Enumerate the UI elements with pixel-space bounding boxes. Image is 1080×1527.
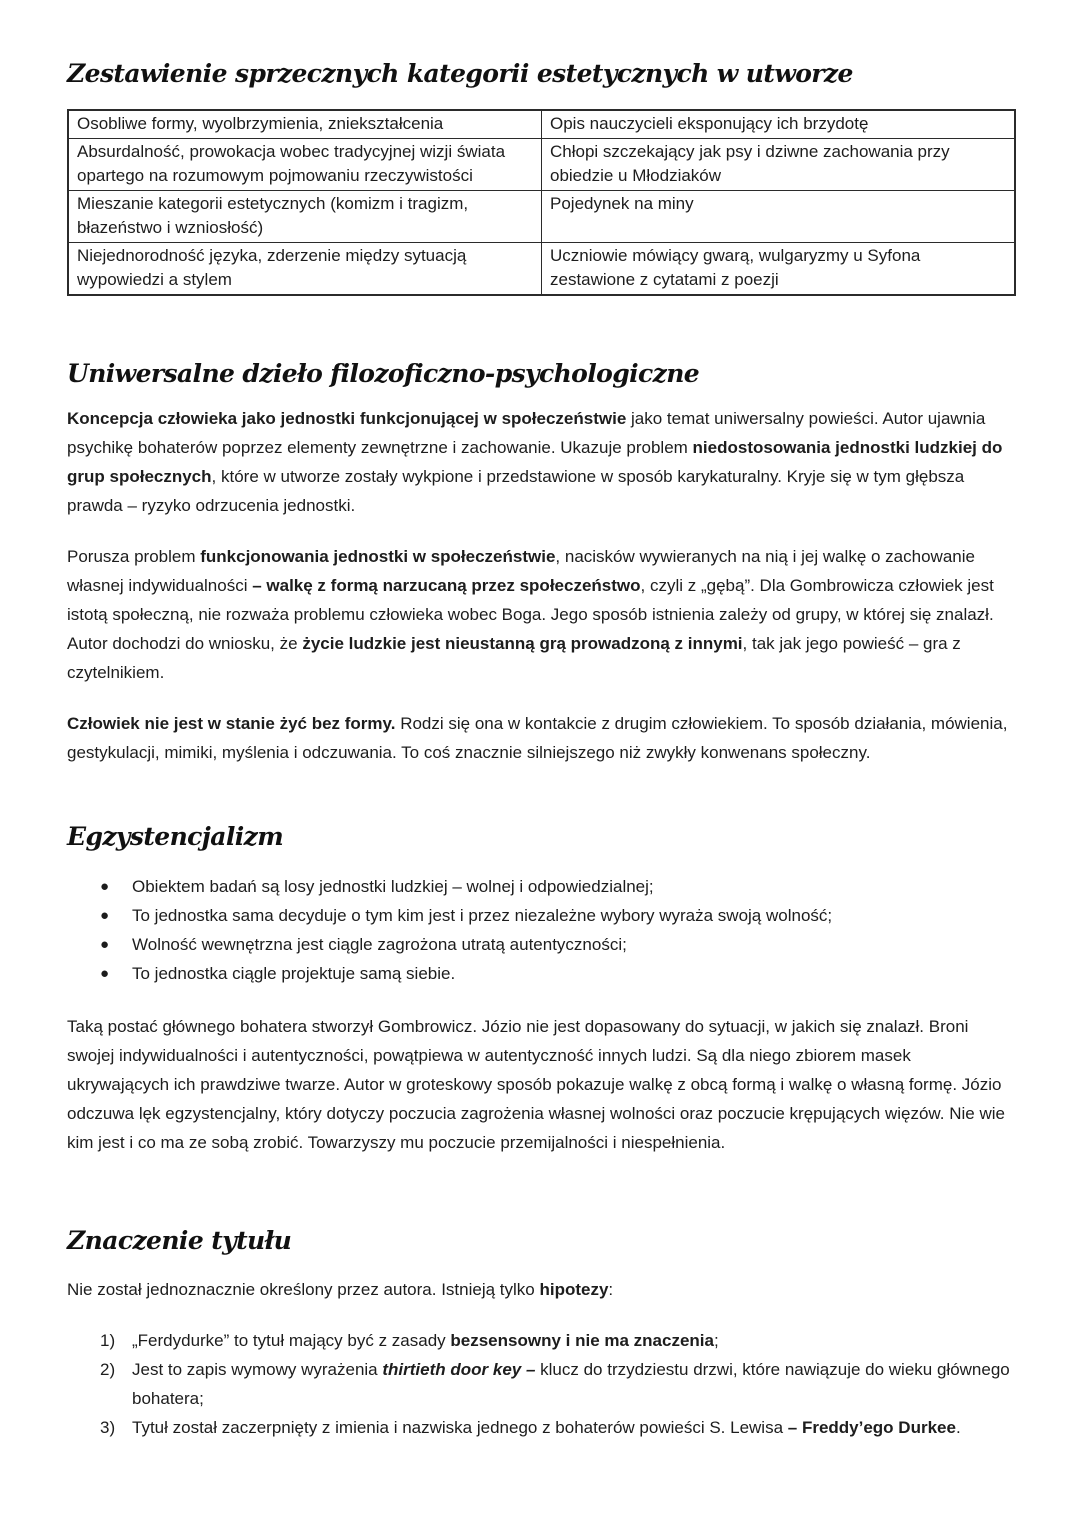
table-cell-example: Uczniowie mówiący gwarą, wulgaryzmy u Syfona zestawione z cytatami z poezji (542, 242, 1016, 295)
paragraph-koncepcja-czlowieka: Koncepcja człowieka jako jednostki funkcjonującej w społeczeństwie jako temat uniwersalny powieści. Autor ujawnia psychikę bohaterów poprzez elementy zewnętrzne i zachowanie. Ukazuje problem niedostosowania jednostki ludzkiej do grup społecznych, które w utworze zostały wykpione i przedstawione w sposób karykaturalny. Kryje się w tym głębsza prawda – ryzyko odrzucenia jednostki. (67, 409, 1003, 515)
paragraph-funkcjonowanie-jednostki: Porusza problem funkcjonowania jednostki w społeczeństwie, nacisków wywieranych na nią i jej walkę o zachowanie własnej indywidualności – walkę z formą narzucaną przez społeczeństwo, czyli z „gębą”. Dla Gombrowicza człowiek jest istotą społeczną, nie rozważa problemu człowieka wobec Boga. Jego sposób istnienia zależy od grupy, w której się znalazł. Autor dochodzi do wniosku, że życie ludzkie jest nieustanną grą prowadzoną z innymi, tak jak jego powieść – gra z czytelnikiem. (67, 547, 994, 682)
heading-egzystencjalizm: Egzystencjalizm (67, 822, 284, 851)
table-row (68, 138, 1015, 190)
list-item (67, 959, 1016, 988)
heading-znaczenie-tytulu: Znaczenie tytułu (67, 1225, 292, 1255)
paragraph-czlowiek-bez-formy: Człowiek nie jest w stanie żyć bez formy. Rodzi się ona w kontakcie z drugim człowiekiem. To sposób działania, mówienia, gestykulacji, mimiki, myślenia i odczuwania. To coś znacznie silniejszego niż zwykły konwenans społeczny. (67, 714, 1008, 762)
table-cell-category: Osobliwe formy, wyolbrzymienia, zniekształcenia (68, 110, 542, 139)
paragraph-hipotezy-intro: Nie został jednoznacznie określony przez autora. Istnieją tylko hipotezy: (67, 1280, 614, 1299)
heading-zestawienie: Zestawienie sprzecznych kategorii estetycznych w utworze (67, 59, 853, 88)
table-row (68, 242, 1015, 295)
list-item-text: To jednostka ciągle projektuje samą siebie. (132, 963, 456, 983)
bullet-icon: ● (100, 906, 110, 924)
numbered-item-text: Tytuł został zaczerpnięty z imienia i nazwiska jednego z bohaterów powieści S. Lewisa – Freddy’ego Durkee. (132, 1418, 961, 1437)
number-marker: 1) (100, 1331, 116, 1350)
list-item-text: Obiektem badań są losy jednostki ludzkiej – wolnej i odpowiedzialnej; (132, 876, 654, 896)
table-cell-example: Chłopi szczekający jak psy i dziwne zachowania przy obiedzie u Młodziaków (542, 138, 1016, 190)
table-cell-category: Mieszanie kategorii estetycznych (komizm i tragizm, błazeństwo i wzniosłość) (68, 190, 542, 242)
numbered-item (67, 1413, 1016, 1442)
list-item-text: Wolność wewnętrzna jest ciągle zagrożona utratą autentyczności; (132, 934, 627, 954)
list-item-text: To jednostka sama decyduje o tym kim jest i przez niezależne wybory wyraża swoją wolność; (132, 905, 833, 925)
aesthetic-categories-table (67, 109, 1016, 296)
list-item (67, 872, 1016, 901)
bullet-icon: ● (100, 935, 110, 953)
table-row (68, 190, 1015, 242)
heading-uniwersalne-dzielo: Uniwersalne dzieło filozoficzno-psychologiczne (67, 358, 700, 388)
title-hypotheses-list (67, 1326, 1016, 1442)
numbered-item-text: Jest to zapis wymowy wyrażenia thirtieth door key – klucz do trzydziestu drzwi, które nawiązuje do wieku głównego bohatera; (132, 1360, 1010, 1408)
numbered-item (67, 1326, 1016, 1355)
egzystencjalizm-bullet-list (67, 872, 1016, 988)
number-marker: 2) (100, 1360, 116, 1379)
paragraph-jozio: Taką postać głównego bohatera stworzył Gombrowicz. Józio nie jest dopasowany do sytuacji, w jakich się znalazł. Broni swojej indywidualności i autentyczności, powątpiewa w autentyczność innych ludzi. Są dla niego zbiorem masek ukrywających ich prawdziwe twarze. Autor w groteskowy sposób pokazuje walkę z obcą formą i walkę o własną formę. Józio odczuwa lęk egzystencjalny, który dotyczy poczucia zagrożenia własnej wolności oraz poczucie krępujących więzów. Nie wie kim jest i co ma ze sobą zrobić. Towarzyszy mu poczucie przemijalności i niespełnienia. (67, 1016, 1005, 1152)
table-cell-example: Pojedynek na miny (542, 190, 1016, 242)
bullet-icon: ● (100, 964, 110, 982)
table-cell-category: Niejednorodność języka, zderzenie między sytuacją wypowiedzi a stylem (68, 242, 542, 295)
numbered-item (67, 1355, 1016, 1413)
number-marker: 3) (100, 1418, 116, 1437)
list-item (67, 930, 1016, 959)
numbered-item-text: „Ferdydurke” to tytuł mający być z zasady bezsensowny i nie ma znaczenia; (132, 1331, 719, 1350)
bullet-icon: ● (100, 877, 110, 895)
table-cell-example: Opis nauczycieli eksponujący ich brzydotę (542, 110, 1016, 139)
table-row (68, 110, 1015, 139)
list-item (67, 901, 1016, 930)
table-cell-category: Absurdalność, prowokacja wobec tradycyjnej wizji świata opartego na rozumowym pojmowaniu rzeczywistości (68, 138, 542, 190)
